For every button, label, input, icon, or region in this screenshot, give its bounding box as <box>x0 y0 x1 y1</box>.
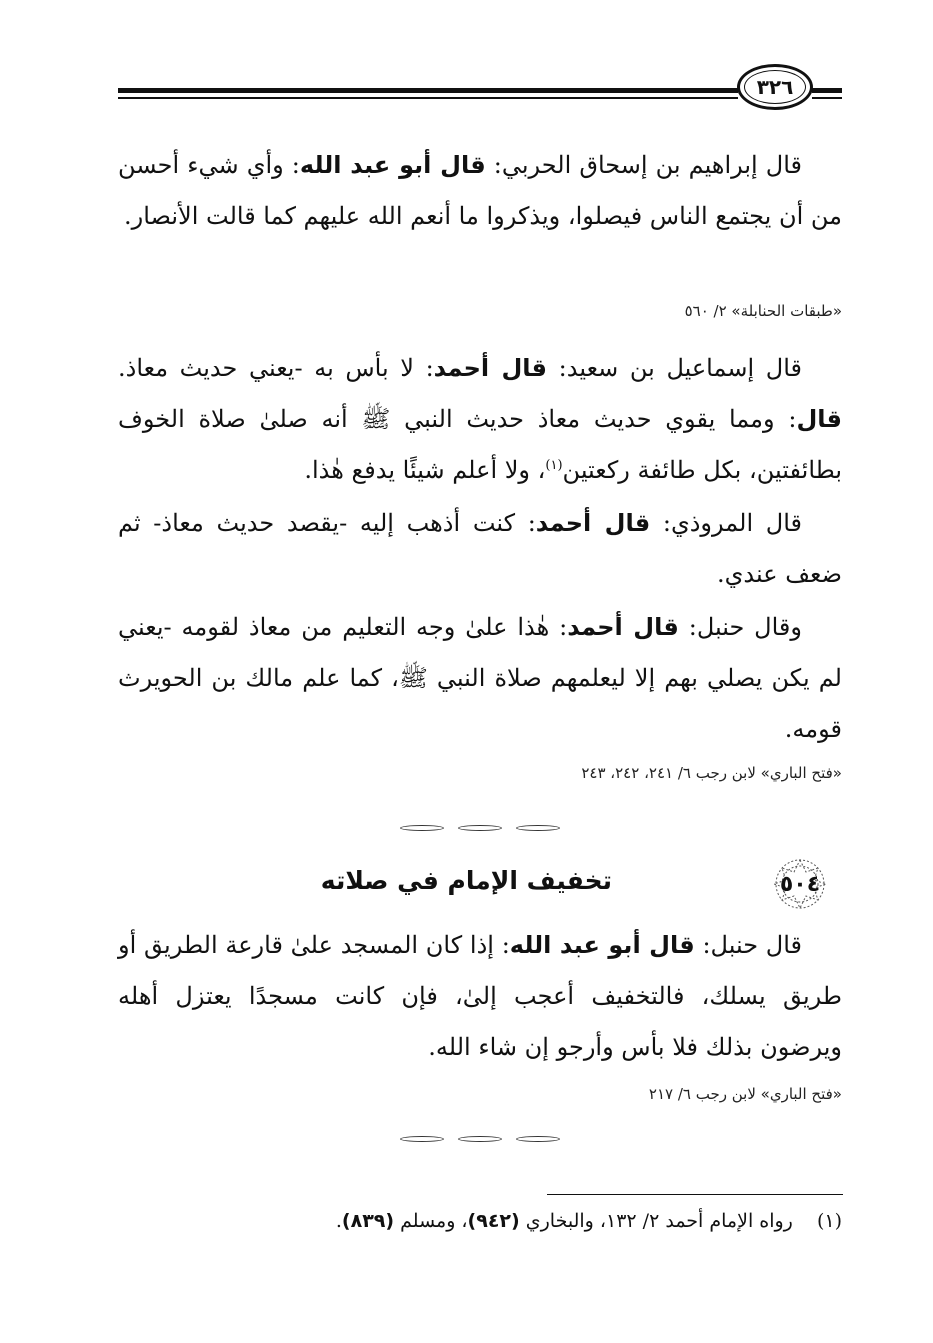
narrator: قال حنبل: <box>694 931 803 959</box>
divider-ornament <box>400 1134 560 1144</box>
speaker: قال أبو عبد الله <box>509 931 695 959</box>
narrator: قال إبراهيم بن إسحاق الحربي: <box>485 151 803 179</box>
header-rule-thin <box>118 97 738 99</box>
footnote-marker[interactable]: (١) <box>545 458 563 473</box>
section-number-badge <box>768 858 832 910</box>
paragraph <box>118 343 842 496</box>
speaker: قال أحمد <box>567 613 679 641</box>
footnote-rule <box>547 1194 843 1195</box>
divider-ornament <box>400 823 560 833</box>
speaker: قال <box>796 405 842 433</box>
paragraph <box>118 140 842 242</box>
paragraph-text: : وأي شيء أحسن من أن يجتمع الناس فيصلوا، ويذكروا ما أنعم الله عليهم كما قالت الأنصار. <box>118 151 842 230</box>
paragraph <box>118 602 842 755</box>
speaker: قال أحمد <box>433 354 548 382</box>
narrator: وقال حنبل: <box>678 613 802 641</box>
section-title: تخفيف الإمام في صلاته <box>320 866 612 895</box>
footnote-text: . <box>335 1210 342 1232</box>
paragraph-text: : كنت أذهب إليه -يقصد حديث معاذ- ثم ضعف عندي. <box>118 509 842 588</box>
paragraph-text: : هٰذا علىٰ وجه التعليم من معاذ لقومه -يعني لم يكن يصلي بهم إلا ليعلمهم صلاة النبي ﷺ، كما علم مالك بن الحويرث قومه. <box>118 613 842 743</box>
footnote-text: ، ومسلم <box>394 1210 468 1232</box>
footnote-ref: (٨٣٩) <box>341 1210 395 1232</box>
narrator: قال المروذي: <box>650 509 802 537</box>
footnote-ref: (٩٤٢) <box>467 1210 520 1232</box>
paragraph-text: : ومما يقوي حديث معاذ حديث النبي ﷺ أنه صلىٰ صلاة الخوف بطائفتين، بكل طائفة ركعتين <box>118 405 842 484</box>
source-citation: «فتح الباري» لابن رجب ٦/ ٢١٧ <box>648 1085 842 1103</box>
paragraph <box>118 498 842 600</box>
page-number-text: ٣٢٦ <box>756 75 794 99</box>
footnote-number: (١) <box>816 1210 842 1232</box>
footnote-text: رواه الإمام أحمد ٢/ ١٣٢، والبخاري <box>519 1210 793 1232</box>
paragraph-text: ، ولا أعلم شيئًا يدفع هٰذا. <box>304 456 546 484</box>
footnote <box>230 1210 842 1232</box>
paragraph-text: : إذا كان المسجد علىٰ قارعة الطريق أو طريق يسلك، فالتخفيف أعجب إلىٰ، فإن كانت مسجدًا يعتزل أهله ويرضون بذلك فلا بأس وأرجو إن شاء الله. <box>118 931 842 1061</box>
header-rule-thick <box>118 88 738 93</box>
page-number <box>737 64 813 110</box>
source-citation: «طبقات الحنابلة» ٢/ ٥٦٠ <box>684 302 842 320</box>
source-citation: «فتح الباري» لابن رجب ٦/ ٢٤١، ٢٤٢، ٢٤٣ <box>581 764 842 782</box>
header-rule-right-thin <box>812 97 842 99</box>
section-number: ٥٠٤ <box>779 871 821 897</box>
paragraph-text: : لا بأس به -يعني حديث معاذ. <box>118 354 434 382</box>
speaker: قال أبو عبد الله <box>299 151 486 179</box>
narrator: قال إسماعيل بن سعيد: <box>547 354 802 382</box>
paragraph <box>118 920 842 1073</box>
speaker: قال أحمد <box>535 509 651 537</box>
header-rule-right-thick <box>812 88 842 93</box>
